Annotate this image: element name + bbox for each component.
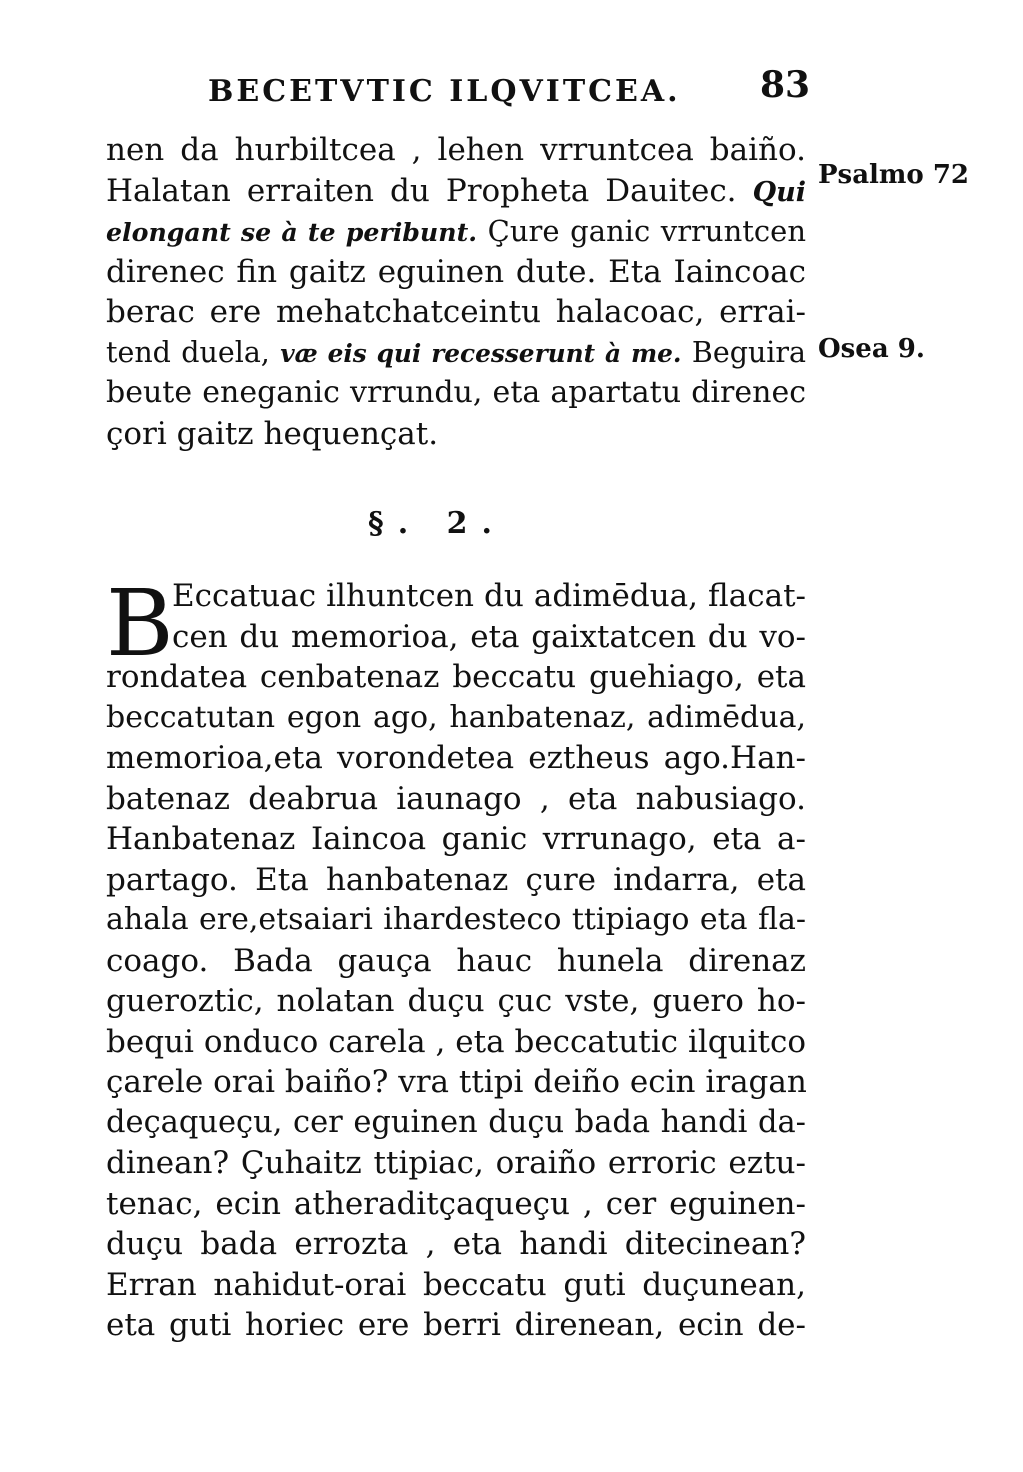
- text-line: batenaz deabrua iaunago , eta nabusiago.: [106, 780, 806, 817]
- margin-note-hosea: Osea 9.: [818, 334, 925, 364]
- text-line: ahala ere,etsaiari ihardesteco ttipiago eta fla-: [106, 902, 806, 937]
- text-line: rondatea cenbatenaz beccatu guehiago, eta: [106, 659, 806, 695]
- text-line: nen da hurbiltcea , lehen vrruntcea baiño.: [106, 132, 806, 168]
- running-head: BECETVTIC ILQVITCEA.: [208, 74, 681, 109]
- text-line: [106, 211, 806, 252]
- text-line: gueroztic, nolatan duçu çuc vste, guero ho-: [106, 983, 806, 1019]
- text-line-body: Beguira: [691, 335, 807, 369]
- paragraph-1: [106, 130, 806, 454]
- text-line: dinean? Çuhaitz ttipiac, oraiño erroric eztu-: [106, 1145, 806, 1181]
- text-line: çarele orai baiño? vra ttipi deiño ecin iragan: [106, 1064, 807, 1100]
- text-line: deçaqueçu, cer eguinen duçu bada handi da-: [106, 1104, 806, 1140]
- text-line: direnec fin gaitz eguinen dute. Eta Iaincoac: [106, 253, 806, 290]
- paragraph-2: [106, 570, 807, 1346]
- latin-quote: Qui: [752, 176, 806, 208]
- latin-quote: elongant se à te peribunt.: [106, 217, 478, 247]
- page-number: 83: [760, 64, 811, 106]
- text-line: beccatutan egon ago, hanbatenaz, adimēdua,: [106, 699, 806, 735]
- latin-quote: væ eis qui recesserunt à me.: [280, 338, 682, 368]
- text-line: berac ere mehatchatceintu halacoac, errai-: [106, 294, 806, 330]
- text-line: tenac, ecin atheraditçaqueçu , cer eguinen-: [106, 1185, 806, 1222]
- text-line: eta guti horiec ere berri direnean, ecin de-: [106, 1307, 806, 1343]
- text-line: cen du memorioa, eta gaixtatcen du vo-: [172, 618, 806, 655]
- text-line: partago. Eta hanbatenaz çure indarra, eta: [106, 861, 806, 898]
- text-line: duçu bada errozta , eta handi ditecinean?: [106, 1226, 806, 1262]
- text-line: bequi onduco carela , eta beccatutic ilquitco: [106, 1023, 806, 1060]
- text-line: coago. Bada gauça hauc hunela direnaz: [106, 942, 806, 979]
- margin-note-psalm: Psalmo 72: [818, 160, 969, 190]
- text-line: Eccatuac ilhuntcen du adimēdua, flacat-: [172, 578, 806, 614]
- text-line: Erran nahidut-orai beccatu guti duçunean,: [106, 1266, 806, 1303]
- text-line-body: Halatan erraiten du Propheta Dauitec.: [106, 172, 737, 209]
- text-line: beute eneganic vrrundu, eta apartatu direnec: [106, 375, 806, 410]
- section-heading: §. 2.: [368, 506, 506, 541]
- text-line-body: tend duela,: [106, 335, 270, 369]
- text-line: [106, 333, 806, 374]
- text-line: [106, 171, 806, 212]
- text-line-body: Çure ganic vrruntcen: [487, 214, 807, 248]
- text-line: Hanbatenaz Iaincoa ganic vrrunago, eta a-: [106, 821, 806, 857]
- text-line: çori gaitz hequençat.: [106, 415, 439, 452]
- drop-cap: B: [106, 570, 174, 677]
- text-line: memorioa,eta vorondetea eztheus ago.Han-: [106, 740, 806, 776]
